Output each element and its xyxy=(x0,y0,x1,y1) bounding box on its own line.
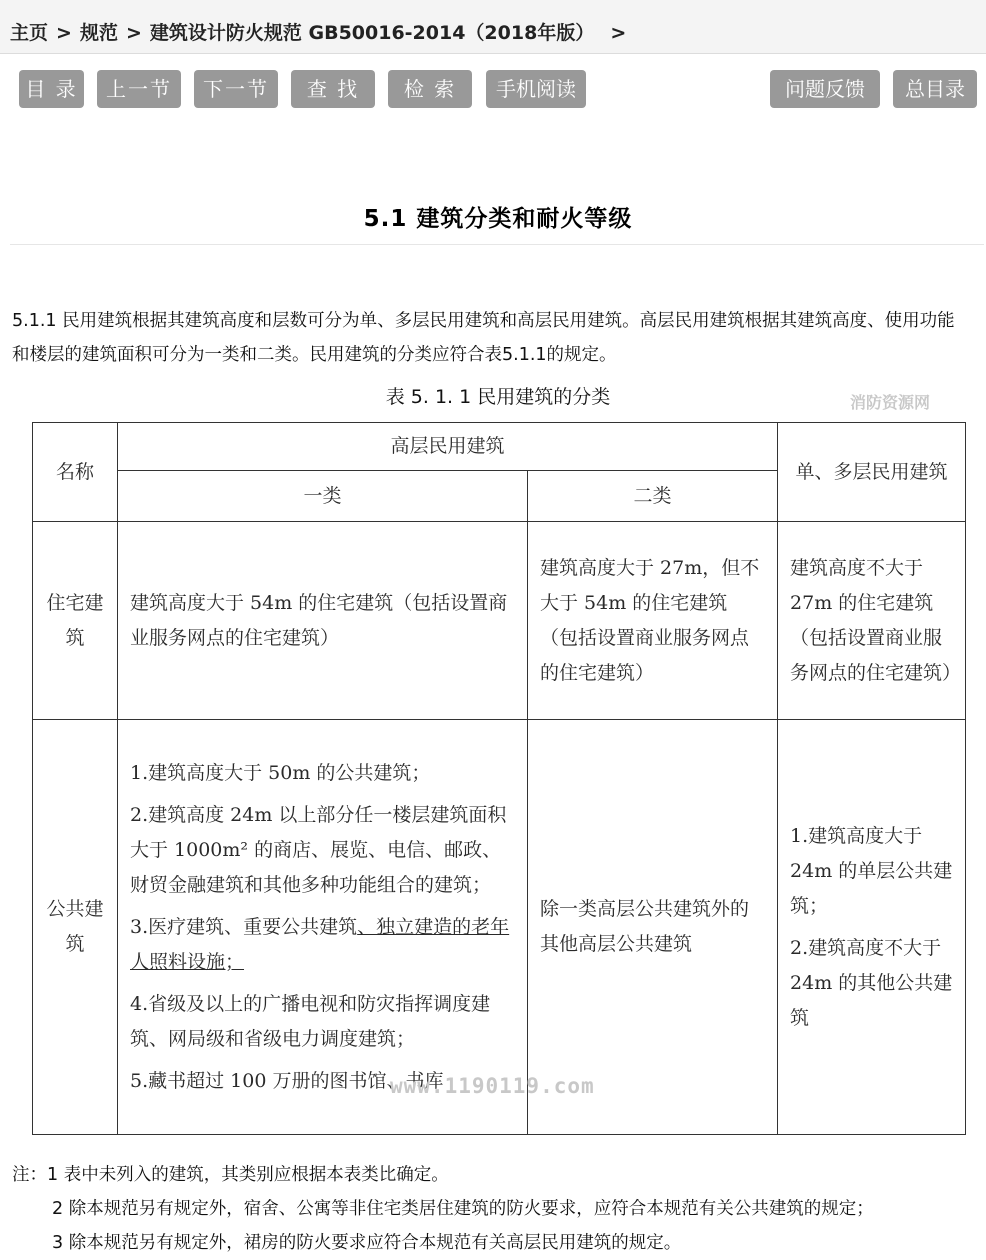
table-header-row xyxy=(33,423,966,471)
note-item: 2 除本规范另有规定外，宿舍、公寓等非住宅类居住建筑的防火要求，应符合本规范有关公共建筑的规定； xyxy=(52,1199,874,1219)
breadcrumb-doc-link[interactable]: 建筑设计防火规范 GB50016-2014（2018年版） xyxy=(149,22,595,44)
header-high-rise-cell: 高层民用建筑 xyxy=(118,423,778,471)
table-row-public xyxy=(33,720,966,1135)
residential-class-one-cell: 建筑高度大于 54m 的住宅建筑（包括设置商业服务网点的住宅建筑） xyxy=(118,522,528,720)
next-section-button[interactable]: 下一节 xyxy=(194,70,278,108)
clause-paragraph: 5.1.1 民用建筑根据其建筑高度和层数可分为单、多层民用建筑和高层民用建筑。高层民用建筑根据其建筑高度、使用功能和楼层的建筑面积可分为一类和二类。民用建筑的分类应符合表5.1.1的规定。 xyxy=(12,311,955,365)
header-name-cell: 名称 xyxy=(33,423,118,522)
prev-section-button[interactable]: 上一节 xyxy=(97,70,181,108)
public-label-cell: 公共建筑 xyxy=(33,720,118,1135)
title-divider xyxy=(10,244,984,245)
breadcrumb-trailing-separator: > xyxy=(610,22,627,44)
breadcrumb-section-link[interactable]: 规范 xyxy=(79,22,118,44)
note-item: 3 除本规范另有规定外，裙房的防火要求应符合本规范有关高层民用建筑的规定。 xyxy=(52,1233,682,1253)
residential-label-cell: 住宅建筑 xyxy=(33,522,118,720)
public-class-one-item: 1.建筑高度大于 50m 的公共建筑； xyxy=(130,761,431,784)
public-low-rise-item: 1.建筑高度大于 24m 的单层公共建筑； xyxy=(790,824,953,917)
public-low-rise-item: 2.建筑高度不大于 24m 的其他公共建筑 xyxy=(790,936,953,1029)
public-class-one-item: 5.藏书超过 100 万册的图书馆、书库 xyxy=(130,1069,444,1092)
note-item: 注：1 表中未列入的建筑，其类别应根据本表类比确定。 xyxy=(12,1165,449,1185)
header-low-rise-cell: 单、多层民用建筑 xyxy=(778,423,966,522)
classification-table xyxy=(32,422,966,1135)
master-toc-button[interactable]: 总目录 xyxy=(893,70,977,108)
public-class-two-cell: 除一类高层公共建筑外的其他高层公共建筑 xyxy=(528,720,778,1135)
public-class-one-item: 4.省级及以上的广播电视和防灾指挥调度建筑、网局级和省级电力调度建筑； xyxy=(130,992,491,1050)
public-class-one-item: 2.建筑高度 24m 以上部分任一楼层建筑面积大于 1000m² 的商店、展览、电信、邮政、财贸金融建筑和其他多种功能组合的建筑； xyxy=(130,803,507,896)
section-title: 5.1 建筑分类和耐火等级 xyxy=(363,206,633,232)
residential-low-rise-cell: 建筑高度不大于 27m 的住宅建筑（包括设置商业服务网点的住宅建筑） xyxy=(778,522,966,720)
public-class-one-item xyxy=(130,910,515,980)
table-notes xyxy=(12,1158,982,1260)
site-watermark: 消防资源网 xyxy=(850,393,931,412)
item3-revised-text: 、独立建造的老年人照料设施； xyxy=(130,915,510,973)
breadcrumb-separator: > xyxy=(56,22,72,44)
residential-class-two-cell: 建筑高度大于 27m，但不大于 54m 的住宅建筑（包括设置商业服务网点的住宅建筑） xyxy=(528,522,778,720)
feedback-button[interactable]: 问题反馈 xyxy=(770,70,880,108)
header-class-one-cell: 一类 xyxy=(118,471,528,522)
breadcrumb-home-link[interactable]: 主页 xyxy=(10,22,49,44)
item3-text: 3.医疗建筑、重要公共建筑 xyxy=(130,915,358,938)
table-caption: 表 5. 1. 1 民用建筑的分类 xyxy=(385,386,611,408)
breadcrumb-separator: > xyxy=(125,22,142,44)
toc-button[interactable]: 目 录 xyxy=(19,70,84,108)
public-low-rise-cell xyxy=(778,720,966,1135)
url-watermark: www.1190119.com xyxy=(390,1074,595,1098)
header-class-two-cell: 二类 xyxy=(528,471,778,522)
find-button[interactable]: 查 找 xyxy=(291,70,375,108)
breadcrumb xyxy=(0,0,986,54)
mobile-read-button[interactable]: 手机阅读 xyxy=(486,70,586,108)
public-class-one-cell xyxy=(118,720,528,1135)
table-row-residential xyxy=(33,522,966,720)
search-button[interactable]: 检 索 xyxy=(388,70,472,108)
